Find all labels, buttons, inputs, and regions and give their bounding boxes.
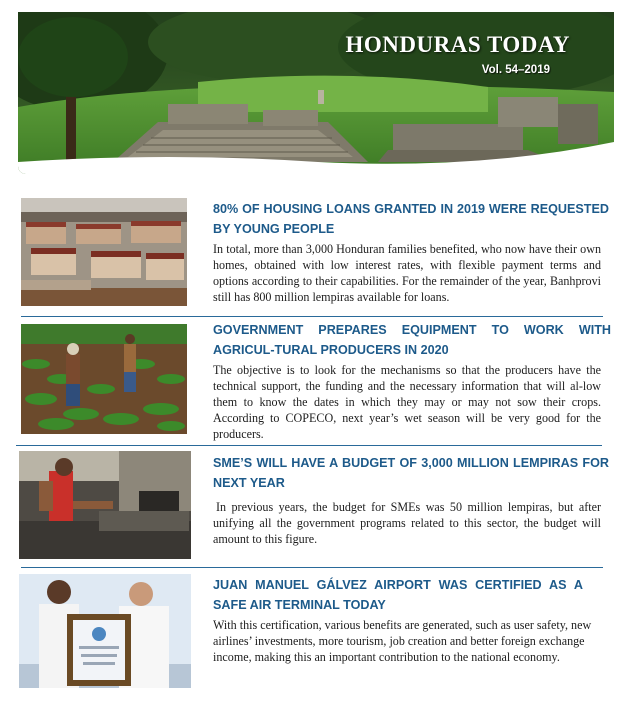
article-4-headline: JUAN MANUEL GÁLVEZ AIRPORT WAS CERTIFIED AS A SAFE AIR TERMINAL TODAY [213,578,583,612]
article-1-headline: 80% OF HOUSING LOANS GRANTED IN 2019 WERE REQUESTED BY YOUNG PEOPLE [213,202,609,236]
article-3-headline: SME’S WILL HAVE A BUDGET OF 3,000 MILLION LEMPIRAS FOR NEXT YEAR [213,456,609,490]
housing-photo [21,198,187,306]
header-banner [18,12,614,174]
article-2-body: The objective is to look for the mechanisms so that the producers have the technical support, the funding and the necessary information that will al-low them to know the dates in which they may or may not sow their crops. According to COPECO, next year’s wet season will be very good for the producers. [213,363,601,441]
farmers-photo [21,324,187,434]
article-1-body: In total, more than 3,000 Honduran families benefited, who now have their own homes, obtained with low interest rates, with flexible payment terms and options according to their capabilities. For the remainder of the year, Banhprovi still has 800 million lempiras available for loans. [213,242,601,304]
article-3-body: In previous years, the budget for SMEs was 50 million lempiras, but after unifying all the government programs related to this sector, the budget will amount to this figure. [213,500,601,546]
newsletter-title: HONDURAS TODAY [345,32,570,57]
volume-label: Vol. 54–2019 [481,64,550,76]
workshop-photo [19,451,191,559]
divider-1 [21,316,603,317]
divider-3 [21,567,603,568]
divider-2 [16,445,602,446]
airport-certificate-photo [19,574,191,688]
article-2-headline: GOVERNMENT PREPARES EQUIPMENT TO WORK WITH AGRICUL-TURAL PRODUCERS IN 2020 [213,323,611,357]
article-4-body: With this certification, various benefits are generated, such as user safety, new airlines’ investments, more tourism, job creation and better foreign exchange income, making this an important contribution to the national economy. [213,618,592,664]
